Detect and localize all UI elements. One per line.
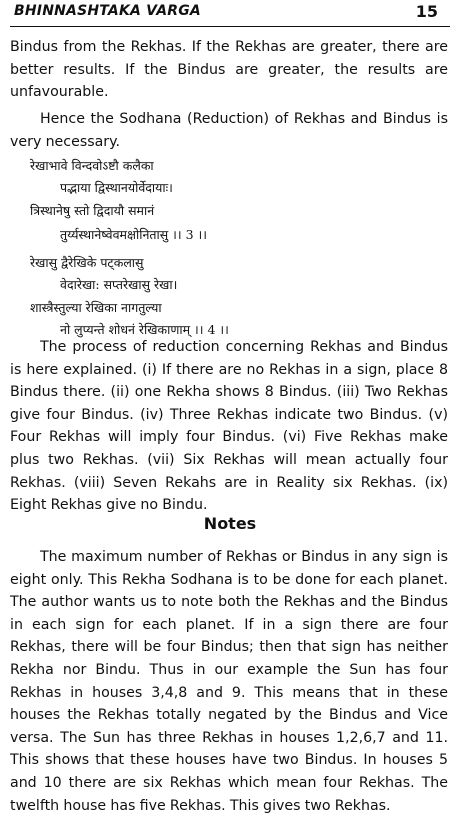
verse-line-6: वेदारेखा: सप्तरेखासु रेखा। <box>60 277 178 292</box>
paragraph-intro: Bindus from the Rekhas. If the Rekhas are greater, there are better results. If the Bindus are greater, the results are unfavourable. <box>10 39 448 101</box>
page-header <box>0 0 460 30</box>
paragraph-sodhana: Hence the Sodhana (Reduction) of Rekhas and Bindus is very necessary. <box>10 111 448 150</box>
running-title: BHINNASHTAKA VARGA <box>14 3 201 19</box>
verse-line-2: पद्भाया द्विस्थानयोर्वेदायाः। <box>60 180 173 195</box>
verse-line-1: रेखाभावे विन्दवोऽष्टौ कलैका <box>30 158 154 173</box>
paragraph-notes: The maximum number of Rekhas or Bindus in any sign is eight only. This Rekha Sodhana is to be done for each planet. The author wants us to note both the Rekhas and the Bindus in each sign for each planet. If in a sign there are four Rekhas, there will be four Bindus; then that sign has neither Rekha nor Bindu. Thus in our example the Sun has four Rekhas in houses 3,4,8 and 9. This means that in these houses the Rekhas totally negated by the Bindus and Vice versa. The Sun has three Rekhas in houses 1,2,6,7 and 11. This shows that these houses have two Bindus. In houses 5 and 10 there are six Rekhas which mean four Rekhas. The twelfth house has five Rekhas. This gives two Rekhas. <box>10 549 448 814</box>
paragraph-reduction-process: The process of reduction concerning Rekhas and Bindus is here explained. (i) If there are no Rekhas in a sign, place 8 Bindus there. (ii) one Rekha shows 8 Bindus. (iii) Two Rekhas give four Bindus. (iv) Three Rekhas indicate two Bindus. (v) Four Rekhas will imply four Bindus. (vi) Five Rekhas make plus two Rekhas. (vii) Six Rekhas will mean actually four Rekhas. (viii) Seven Rekahs are in Reality six Rekhas. (ix) Eight Rekhas give no Bindu. <box>10 339 448 514</box>
verse-line-3: त्रिस्थानेषु स्तो द्विदायौ समानं <box>30 203 155 218</box>
page-number: 15 <box>415 2 438 21</box>
notes-heading: Notes <box>203 514 257 533</box>
verse-line-8: नो लुप्यन्ते शोधनं रेखिकाणाम् ।। 4 ।। <box>60 322 229 337</box>
verse-line-7: शास्त्रैस्तुल्या रेखिका नागतुल्या <box>30 300 162 315</box>
header-rule <box>10 26 450 27</box>
verse-line-4: तुर्य्यस्थानेष्वेवमक्षोनितासु ।। 3 ।। <box>60 227 208 242</box>
verse-line-5: रेखासु द्वैरेखिके पट्कलासु <box>30 255 144 270</box>
